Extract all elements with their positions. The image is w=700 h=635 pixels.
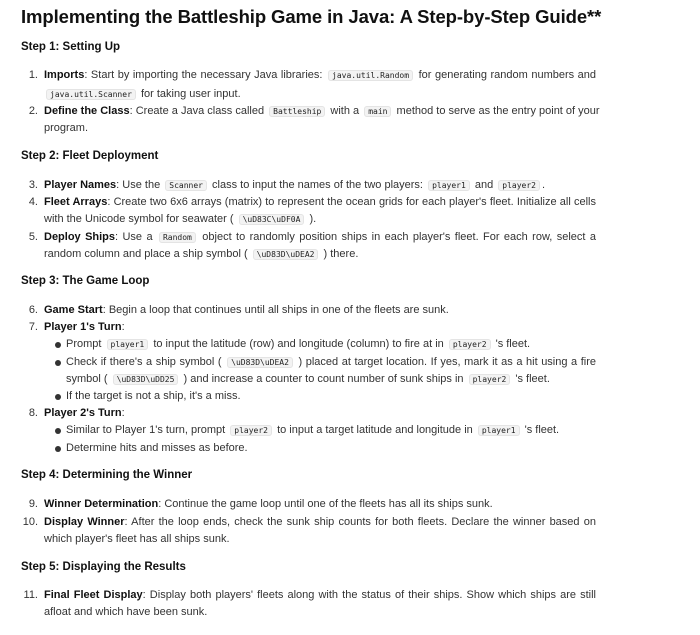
item-11-line-2: afloat and which have been sunk. [44, 606, 208, 618]
item-2-label: Define the Class [44, 105, 130, 117]
item-11-number: 11. [23, 589, 38, 601]
item-1-number: 1. [28, 69, 38, 81]
code-scanner: Scanner [165, 180, 207, 191]
item-1-line-2: java.util.Scanner for taking user input. [44, 86, 241, 103]
item-8-label: Player 2's Turn [44, 407, 122, 419]
code-player2: player2 [449, 339, 491, 350]
step-1-heading: Step 1: Setting Up [21, 41, 121, 53]
step-2-heading: Step 2: Fleet Deployment [21, 150, 159, 162]
bullet-marker [55, 342, 61, 348]
code-player1: player1 [478, 425, 520, 436]
item-1-label: Imports [44, 69, 85, 81]
step-5-heading: Step 5: Displaying the Results [21, 561, 186, 573]
item-10-label: Display Winner [44, 516, 125, 528]
item-7-bullet-3: If the target is not a ship, it's a miss. [66, 390, 241, 402]
item-8-number: 8. [28, 407, 38, 419]
bullet-marker [55, 394, 61, 400]
item-4-number: 4. [28, 196, 38, 208]
code-fire-unicode: \uD83D\uDD25 [113, 374, 179, 385]
item-10-line-2: which player's fleet has all ships sunk. [44, 533, 230, 545]
code-player1: player1 [107, 339, 149, 350]
item-11-line-1: Final Fleet Display: Display both players' fleets along with the status of their ships. Show which ships are still [44, 589, 596, 601]
code-player2: player2 [230, 425, 272, 436]
step-4-heading: Step 4: Determining the Winner [21, 469, 193, 481]
item-8-bullet-1: Similar to Player 1's turn, prompt player2 to input a target latitude and longitude in player1 's fleet. [66, 424, 560, 436]
item-7-label: Player 1's Turn [44, 321, 122, 333]
code-ship-unicode: \uD83D\uDEA2 [227, 357, 293, 368]
item-6-line-1: Game Start: Begin a loop that continues until all ships in one of the fleets are sunk. [44, 304, 449, 316]
item-7-line-1: Player 1's Turn: [44, 321, 125, 333]
item-9-line-1: Winner Determination: Continue the game loop until one of the fleets has all its ships sunk. [44, 498, 493, 510]
code-main: main [364, 106, 391, 117]
page-title: Implementing the Battleship Game in Java: A Step-by-Step Guide** [21, 6, 602, 27]
bullet-marker [55, 360, 61, 366]
item-3-line-1: Player Names: Use the Scanner class to input the names of the two players: player1 and player2 . [44, 179, 546, 191]
item-5-line-2: random column and place a ship symbol ( \uD83D\uDEA2 ) there. [44, 248, 359, 260]
item-7-bullet-1: Prompt player1 to input the latitude (row) and longitude (column) to fire at in player2 's fleet. [66, 338, 531, 350]
item-2-line-1: Define the Class: Create a Java class called Battleship with a main method to serve as the entry point of your [44, 105, 600, 117]
item-7-number: 7. [28, 321, 38, 333]
item-4-line-2: with the Unicode symbol for seawater ( \uD83C\uDF0A ). [44, 213, 317, 225]
code-java-util-random: java.util.Random [328, 70, 413, 81]
code-player1: player1 [428, 180, 470, 191]
code-player2: player2 [469, 374, 511, 385]
item-2-line-2: program. [44, 122, 89, 134]
item-2-number: 2. [28, 105, 38, 117]
item-9-number: 9. [28, 498, 38, 510]
code-seawater-unicode: \uD83C\uDF0A [239, 214, 305, 225]
item-1-line-1: Imports: Start by importing the necessary Java libraries: java.util.Random for generating random numbers and [44, 69, 597, 81]
item-11-label: Final Fleet Display [44, 589, 143, 601]
step-3-heading: Step 3: The Game Loop [21, 275, 150, 287]
bullet-marker [55, 446, 61, 452]
item-10-number: 10. [22, 516, 38, 528]
code-ship-unicode: \uD83D\uDEA2 [253, 249, 319, 260]
item-3-number: 3. [28, 179, 38, 191]
item-6-number: 6. [28, 304, 38, 316]
code-player2: player2 [498, 180, 540, 191]
item-4-label: Fleet Arrays [44, 196, 108, 208]
item-5-label: Deploy Ships [44, 231, 116, 243]
item-8-line-1: Player 2's Turn: [44, 407, 125, 419]
item-7-bullet-2-line-2: symbol ( \uD83D\uDD25 ) and increase a counter to count number of sunk ships in player2 's fleet. [66, 373, 550, 385]
code-battleship: Battleship [269, 106, 325, 117]
item-5-line-1: Deploy Ships: Use a Random object to randomly position ships in each player's fleet. For each row, select a [44, 231, 596, 243]
bullet-marker [55, 428, 61, 434]
item-5-number: 5. [28, 231, 38, 243]
item-3-label: Player Names [44, 179, 117, 191]
item-10-line-1: Display Winner: After the loop ends, check the sunk ship counts for both fleets. Declare the winner based on [44, 516, 596, 528]
code-java-util-scanner: java.util.Scanner [46, 89, 136, 100]
item-8-bullet-2: Determine hits and misses as before. [66, 442, 248, 454]
code-random: Random [159, 232, 196, 243]
item-9-label: Winner Determination [44, 498, 159, 510]
item-6-label: Game Start [44, 304, 103, 316]
item-7-bullet-2-line-1: Check if there's a ship symbol ( \uD83D\uDEA2 ) placed at target location. If yes, mark it as a hit using a fire [66, 356, 597, 368]
item-4-line-1: Fleet Arrays: Create two 6x6 arrays (matrix) to represent the ocean grids for each player's fleet. Initialize all cells [44, 196, 596, 208]
